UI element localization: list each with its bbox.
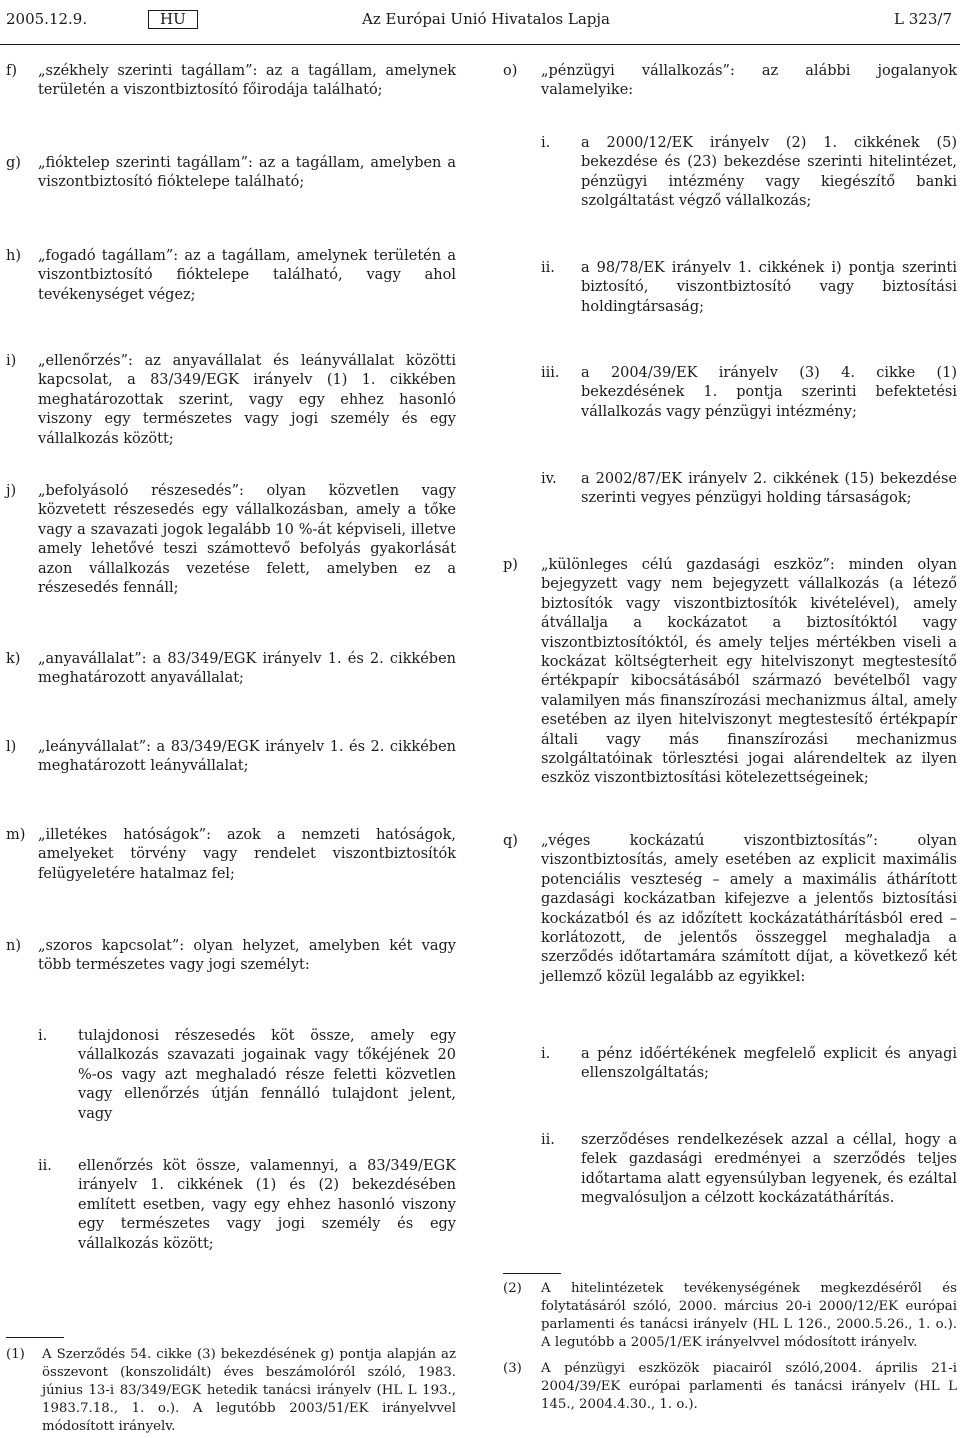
item-text: a 2004/39/EK irányelv (3) 4. cikke (1) bekezdésének 1. pontja szerinti befektetési vállalkozás vagy pénzügyi intézmény; <box>581 365 957 420</box>
item-label: o) <box>503 63 518 79</box>
item-text: a 2002/87/EK irányelv 2. cikkének (15) bekezdése szerinti vegyes pénzügyi holding társaságok; <box>581 471 957 507</box>
item-text: „ellenőrzés”: az anyavállalat és leányvállalat közötti kapcsolat, a 83/349/EGK irányelv (1) 1. cikkében meghatározottak szerint, vagy egy ehhez hasonló viszony egy természetes vagy jogi személy és egy vállalkozás között; <box>38 353 456 447</box>
footnote-divider-left <box>6 1337 64 1338</box>
item-text: „leányvállalat”: a 83/349/EGK irányelv 1. és 2. cikkében meghatározott leányvállalat; <box>38 739 456 775</box>
page-header <box>0 10 960 36</box>
item-label: ii. <box>38 1158 52 1174</box>
journal-title: Az Európai Unió Hivatalos Lapja <box>362 10 610 28</box>
page-number: L 323/7 <box>894 10 952 28</box>
footnote-text: A Szerződés 54. cikke (3) bekezdésének g) pontja alapján az összevont (konszolidált) éves beszámolóról szóló, 1983. június 13-i 83/349/EGK hetedik tanácsi irányelv (HL L 193., 1983.7.18., 1. o.). A legutóbb 2003/51/EK irányelvvel módosított irányelv. <box>42 1347 456 1434</box>
item-label: iv. <box>541 471 557 487</box>
publication-date: 2005.12.9. <box>6 10 88 28</box>
item-text: szerződéses rendelkezések azzal a céllal, hogy a felek gazdasági eredményei a szerződés teljes időtartama alatt egyensúlyban legyenek, és ezáltal megvalósuljon a célzott kockázatáthárítás. <box>581 1132 957 1207</box>
item-label: q) <box>503 833 518 849</box>
item-text: tulajdonosi részesedés köt össze, amely egy vállalkozás szavazati jogainak vagy tőkéjének 20 %-os vagy azt meghaladó része feletti közvetlen vagy ellenőrzés útján fennálló tulajdont jelent, vagy <box>78 1028 456 1122</box>
item-label: g) <box>6 155 21 171</box>
item-label: j) <box>6 483 17 499</box>
item-label: n) <box>6 938 21 954</box>
item-label: i) <box>6 353 17 369</box>
footnote-text: A hitelintézetek tevékenységének megkezdéséről és folytatásáról szóló, 2000. március 20-i 2000/12/EK európai parlamenti és tanácsi irányelv (HL L 126., 2000.5.26., 1. o.). A legutóbb a 2005/1/EK irányelvvel módosított irányelv. <box>541 1281 957 1350</box>
item-text: „anyavállalat”: a 83/349/EGK irányelv 1. és 2. cikkében meghatározott anyavállalat; <box>38 651 456 687</box>
item-text: „pénzügyi vállalkozás”: az alábbi jogalanyok valamelyike: <box>541 63 957 99</box>
item-text: „székhely szerinti tagállam”: az a tagállam, amelynek területén a viszontbiztosító főirodája található; <box>38 63 456 99</box>
item-text: ellenőrzés köt össze, valamennyi, a 83/349/EGK irányelv 1. cikkének (1) és (2) bekezdésében említett esetben, vagy egy ehhez hasonló viszony egy természetes vagy jogi személy és egy vállalkozás között; <box>78 1158 456 1252</box>
item-text: „illetékes hatóságok”: azok a nemzeti hatóságok, amelyeket törvény vagy rendelet viszontbiztosítók felügyeletére hatalmaz fel; <box>38 827 456 882</box>
footnote-label: (3) <box>503 1361 522 1376</box>
item-text: a pénz időértékének megfelelő explicit és anyagi ellenszolgáltatás; <box>581 1046 957 1082</box>
item-text: a 98/78/EK irányelv 1. cikkének i) pontja szerinti biztosító, viszontbiztosító vagy biztosítási holdingtársaság; <box>581 260 957 315</box>
language-code-box: HU <box>148 10 198 29</box>
item-label: k) <box>6 651 21 667</box>
footnote-text: A pénzügyi eszközök piacairól szóló,2004. április 21-i 2004/39/EK európai parlamenti és tanácsi irányelv (HL L 145., 2004.4.30., 1. o.). <box>541 1361 957 1412</box>
item-label: p) <box>503 557 518 573</box>
item-text: a 2000/12/EK irányelv (2) 1. cikkének (5) bekezdése és (23) bekezdése szerinti hitelintézet, pénzügyi intézmény vagy kiegészítő banki szolgáltatást végző vállalkozás; <box>581 135 957 210</box>
item-label: ii. <box>541 260 555 276</box>
item-label: h) <box>6 248 21 264</box>
item-label: ii. <box>541 1132 555 1148</box>
header-divider <box>0 44 960 45</box>
footnote-divider-right <box>503 1273 561 1274</box>
item-text: „különleges célú gazdasági eszköz”: minden olyan bejegyzett vagy nem bejegyzett vállalkozás (a létező biztosítók vagy viszontbiztosítók kivételével), amely átvállalja a kockázatot a biztosítóktól vagy viszontbiztosítóktól, és amely teljes mértékben viseli a kockázat költségterheit egy hitelviszonyt megtestesítő értékpapír kibocsátásából származó bevételből vagy valamilyen más finanszírozási mechanizmus által, amely esetében az ilyen hitelviszonyt megtestesítő értékpapír általi vagy más finanszírozási mechanizmus szolgáltatóinak törlesztési jogai alárendeltek az ilyen eszköz viszontbiztosítási kötelezettségeinek; <box>541 557 957 787</box>
item-label: i. <box>541 135 551 151</box>
item-text: „fióktelep szerinti tagállam”: az a tagállam, amelyben a viszontbiztosító fióktelepe található; <box>38 155 456 191</box>
item-label: l) <box>6 739 17 755</box>
item-text: „fogadó tagállam”: az a tagállam, amelynek területén a viszontbiztosító fióktelepe található, vagy ahol tevékenységet végez; <box>38 248 456 303</box>
item-label: i. <box>541 1046 551 1062</box>
item-label: m) <box>6 827 26 843</box>
item-label: i. <box>38 1028 48 1044</box>
item-label: f) <box>6 63 18 79</box>
footnote-label: (1) <box>6 1347 25 1362</box>
item-text: „befolyásoló részesedés”: olyan közvetlen vagy közvetett részesedés egy vállalkozásban, amely a tőke vagy a szavazati jogok legalább 10 %-át képviseli, illetve amely lehetővé teszi számottevő befolyás gyakorlását azon vállalkozás vezetése felett, amelyben ez a részesedés fennáll; <box>38 483 456 597</box>
item-label: iii. <box>541 365 560 381</box>
item-text: „szoros kapcsolat”: olyan helyzet, amelyben két vagy több természetes vagy jogi személyt: <box>38 938 456 974</box>
item-text: „véges kockázatú viszontbiztosítás”: olyan viszontbiztosítás, amely esetében az explicit maximális potenciális veszteség – amely a maximális áthárított gazdasági kockázatban kifejezve a jelentős biztosítási kockázatból és az időzített kockázatáthárításból ered – korlátozott, de jelentős összeggel meghaladja a szerződés időtartamára számított díjat, a következő két jellemző közül legalább az egyikkel: <box>541 833 957 985</box>
footnote-label: (2) <box>503 1281 522 1296</box>
